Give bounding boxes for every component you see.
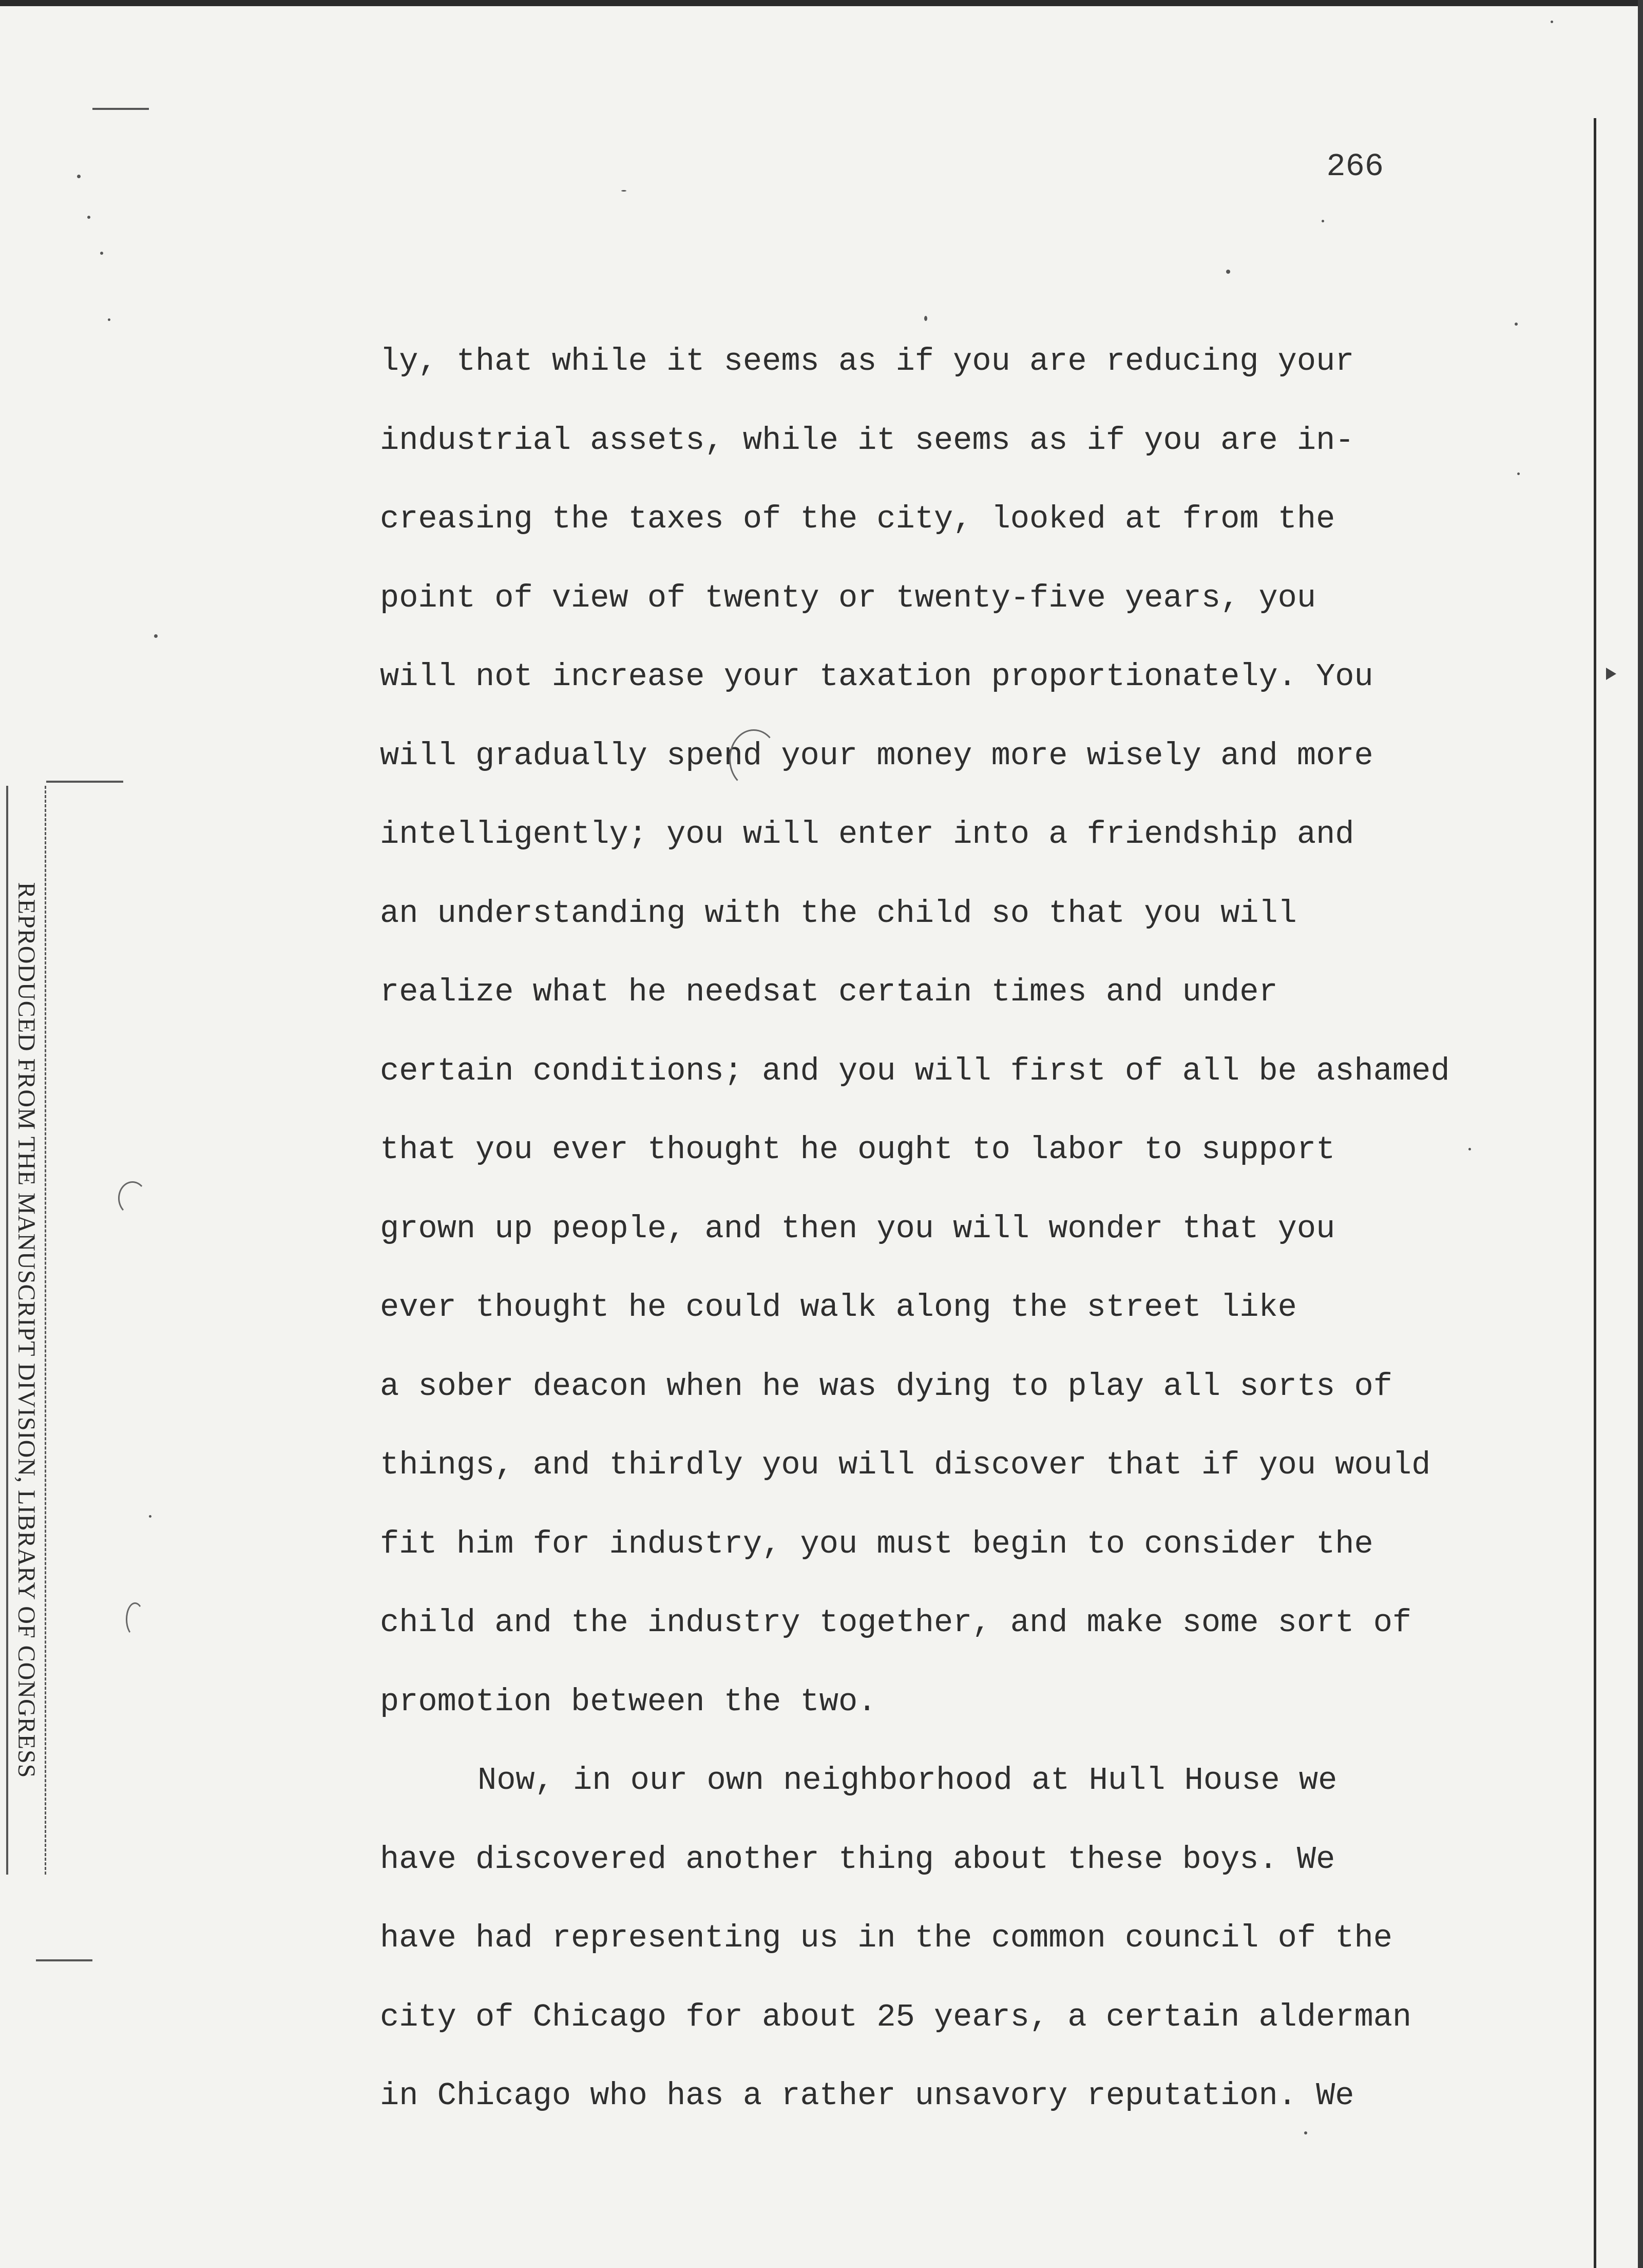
- scan-border-right: [1638, 0, 1643, 2268]
- scan-speck: [77, 175, 81, 178]
- text-line: intelligently; you will enter into a friendship and: [380, 816, 1354, 853]
- scan-dash: [36, 1959, 92, 1961]
- scan-speck: [108, 318, 110, 321]
- library-stamp-text: REPRODUCED FROM THE MANUSCRIPT DIVISION, LIBRARY OF CONGRESS: [13, 882, 40, 1779]
- text-line: a sober deacon when he was dying to play all sorts of: [380, 1368, 1392, 1405]
- scan-speck: [621, 190, 626, 192]
- scan-speck: [1515, 323, 1518, 326]
- scan-dash: [46, 781, 123, 783]
- page-number: 266: [1326, 148, 1384, 185]
- text-line: child and the industry together, and make some sort of: [380, 1604, 1412, 1641]
- pencil-mark: [118, 1181, 147, 1215]
- scan-speck: [924, 316, 927, 321]
- text-line: will gradually spend your money more wisely and more: [380, 737, 1373, 774]
- page-edge-rule: [1594, 118, 1596, 2268]
- scan-speck: [1304, 2131, 1307, 2134]
- scan-speck: [87, 216, 90, 219]
- text-line: have discovered another thing about these boys. We: [380, 1841, 1335, 1878]
- scan-speck: [1322, 220, 1324, 222]
- scan-speck: [1551, 21, 1553, 23]
- scan-speck: [1468, 1148, 1471, 1150]
- scan-speck: [1226, 270, 1230, 274]
- text-line: point of view of twenty or twenty-five years, you: [380, 579, 1316, 616]
- text-line: that you ever thought he ought to labor to support: [380, 1131, 1335, 1168]
- scan-speck: [154, 634, 158, 638]
- scan-dash: [92, 108, 149, 110]
- text-line: city of Chicago for about 25 years, a certain alderman: [380, 1998, 1412, 2035]
- text-line: promotion between the two.: [380, 1683, 877, 1720]
- scan-speck: [100, 252, 103, 255]
- text-line: realize what he needsat certain times and under: [380, 974, 1278, 1010]
- text-line: certain conditions; and you will first of all be ashamed: [380, 1052, 1450, 1089]
- text-line: an understanding with the child so that you will: [380, 895, 1297, 932]
- text-line: will not increase your taxation proportionately. You: [380, 658, 1373, 695]
- text-line: in Chicago who has a rather unsavory reputation. We: [380, 2077, 1354, 2114]
- text-line: creasing the taxes of the city, looked at from the: [380, 501, 1335, 537]
- text-line: things, and thirdly you will discover that if you would: [380, 1447, 1431, 1483]
- text-line: grown up people, and then you will wonder that you: [380, 1210, 1335, 1247]
- scan-speck: [1517, 472, 1520, 475]
- paragraph-start-line: Now, in our own neighborhood at Hull House we: [477, 1762, 1338, 1799]
- pencil-mark: [729, 729, 778, 789]
- text-line: have had representing us in the common council of the: [380, 1920, 1392, 1956]
- text-line: fit him for industry, you must begin to consider the: [380, 1525, 1373, 1562]
- typewritten-body: [380, 338, 1520, 2151]
- scan-border-top: [0, 0, 1643, 6]
- text-line: ever thought he could walk along the street like: [380, 1289, 1297, 1326]
- pencil-mark: [126, 1602, 144, 1636]
- scan-speck: [149, 1515, 151, 1518]
- text-line: ly, that while it seems as if you are reducing your: [380, 343, 1354, 380]
- text-line: industrial assets, while it seems as if you are in-: [380, 422, 1354, 459]
- margin-arrow-icon: [1606, 668, 1616, 680]
